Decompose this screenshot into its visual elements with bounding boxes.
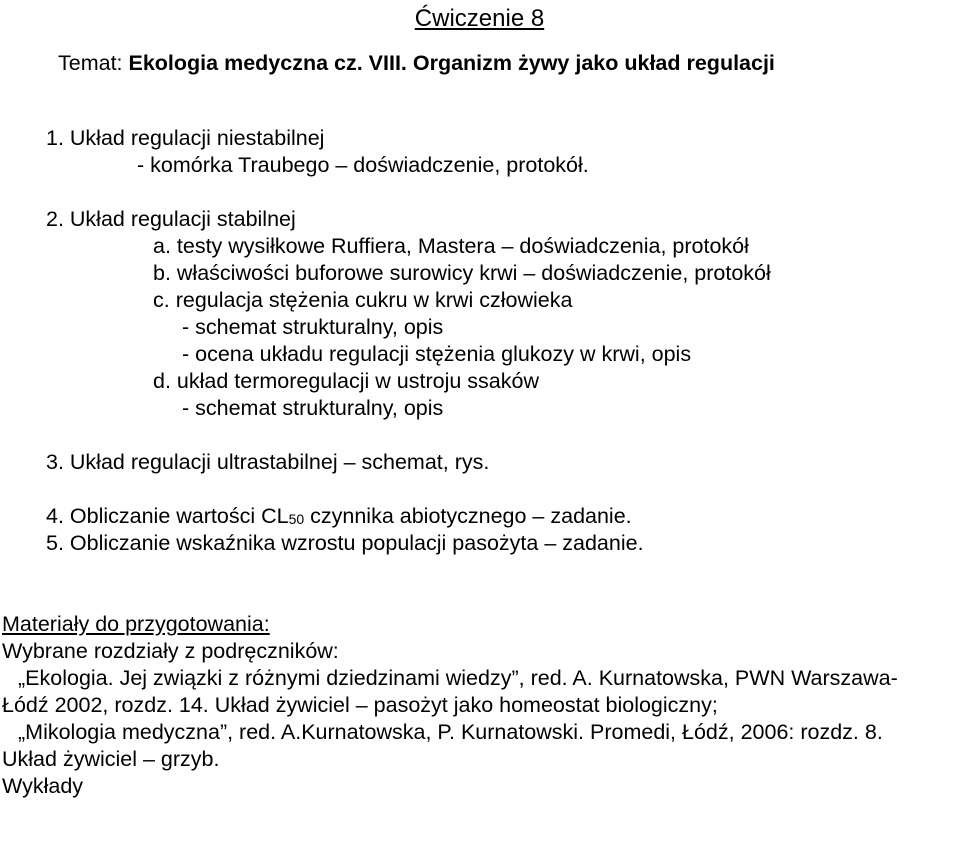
item-4-post: czynnika abiotycznego – zadanie.	[304, 504, 632, 528]
item-2c-sub1: - schemat strukturalny, opis	[182, 315, 444, 339]
topic-text: Ekologia medyczna cz. VIII. Organizm żywy jako układ regulacji	[128, 51, 775, 75]
item-5: 5. Obliczanie wskaźnika wzrostu populacji pasożyta – zadanie.	[46, 531, 644, 555]
item-4-pre: 4. Obliczanie wartości CL	[46, 504, 289, 528]
page-title: Ćwiczenie 8	[414, 5, 545, 32]
item-2: 2. Układ regulacji stabilnej	[46, 207, 296, 231]
topic-line	[58, 50, 775, 77]
materials-line-1: Wybrane rozdziały z podręczników:	[2, 639, 339, 663]
materials-line-6: Wykłady	[2, 774, 84, 798]
item-2d-sub1: - schemat strukturalny, opis	[182, 396, 444, 420]
item-4-subscript: 50	[288, 511, 305, 527]
item-3: 3. Układ regulacji ultrastabilnej – schemat, rys.	[46, 450, 490, 474]
topic-prefix: Temat:	[58, 51, 129, 75]
materials-line-3: Łódź 2002, rozdz. 14. Układ żywiciel – pasożyt jako homeostat biologiczny;	[2, 693, 718, 717]
item-2c-sub2: - ocena układu regulacji stężenia glukozy w krwi, opis	[182, 342, 692, 366]
item-1-sub: - komórka Traubego – doświadczenie, protokół.	[137, 153, 589, 177]
item-2c: c. regulacja stężenia cukru w krwi człowieka	[153, 288, 573, 312]
item-2a: a. testy wysiłkowe Ruffiera, Mastera – doświadczenia, protokół	[153, 234, 749, 258]
materials-line-2: „Ekologia. Jej związki z różnymi dziedzinami wiedzy”, red. A. Kurnatowska, PWN Warszawa-	[18, 666, 898, 690]
item-2d: d. układ termoregulacji w ustroju ssaków	[153, 369, 539, 393]
item-2b: b. właściwości buforowe surowicy krwi – doświadczenie, protokół	[153, 261, 771, 285]
item-1: 1. Układ regulacji niestabilnej	[46, 126, 325, 150]
materials-line-4: „Mikologia medyczna”, red. A.Kurnatowska, P. Kurnatowski. Promedi, Łódź, 2006: rozdz. 8.	[18, 720, 883, 744]
materials-heading: Materiały do przygotowania:	[2, 612, 270, 636]
item-4	[46, 503, 632, 532]
materials-line-5: Układ żywiciel – grzyb.	[2, 747, 220, 771]
